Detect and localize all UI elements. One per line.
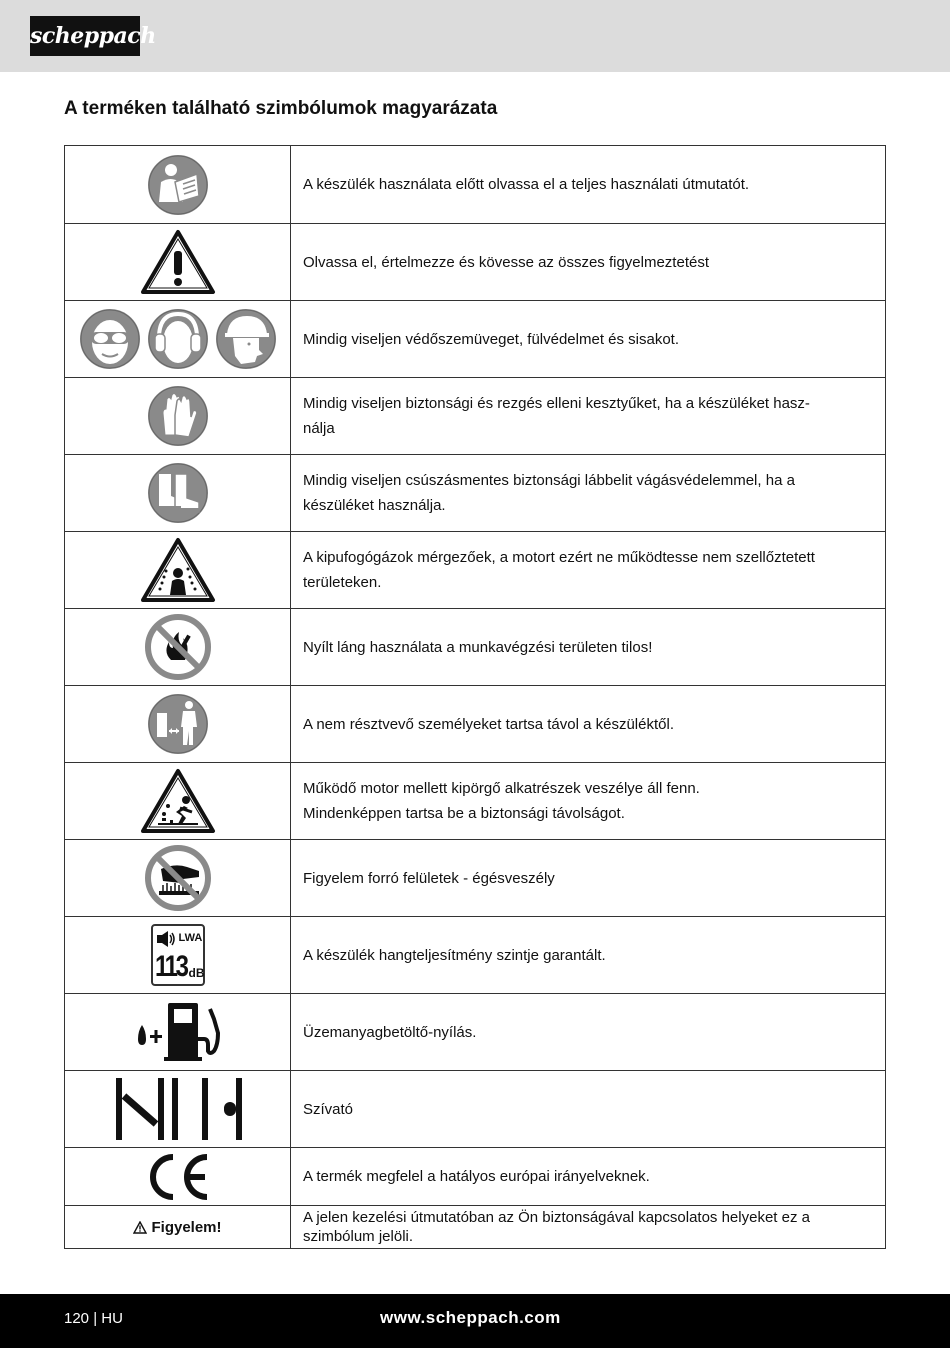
row-text-line: Figyelem forró felületek - égésveszély	[303, 869, 555, 887]
safety-goggles-icon	[77, 306, 143, 372]
row-text-line: nálja	[303, 420, 335, 437]
hot-surface-icon	[145, 845, 211, 911]
toxic-fumes-icon	[140, 537, 216, 603]
flying-parts-icon	[140, 768, 216, 834]
no-open-flame-icon	[145, 614, 211, 680]
row-text-line: Olvassa el, értelmezze és kövesse az összes figyelmeztetést	[303, 253, 709, 271]
row-text-line: A termék megfelel a hatályos európai irányelveknek.	[303, 1168, 650, 1185]
table-row	[65, 685, 885, 762]
row-text-line: Szívató	[303, 1100, 354, 1118]
table-row	[65, 993, 885, 1070]
sound-value: 113	[154, 950, 187, 983]
table-row	[65, 762, 885, 839]
page-header	[0, 0, 950, 72]
row-text-line: Üzemanyagbetöltő-nyílás.	[303, 1023, 477, 1041]
read-manual-icon	[145, 152, 211, 218]
row-text-line: A készülék használata előtt olvassa el a teljes használati útmutatót.	[303, 176, 750, 193]
table-row	[65, 223, 885, 300]
scheppach-logo: scheppach	[30, 16, 140, 56]
row-text-line: Mindig viseljen védőszemüveget, fülvédelmet és sisakot.	[303, 330, 680, 348]
row-text-line: Működő motor mellett kipörgő alkatrészek veszélye áll fenn.	[303, 780, 700, 797]
figyelem-label	[133, 1219, 221, 1236]
table-row	[65, 916, 885, 993]
row-text-line: Nyílt láng használata a munkavégzési területen tilos!	[303, 638, 653, 656]
row-text-line: területeken.	[303, 574, 382, 591]
gloves-icon	[145, 383, 211, 449]
speaker-icon	[156, 930, 176, 948]
table-row	[65, 300, 885, 377]
row-text-line: A kipufogógázok mérgezőek, a motort ezért ne működtesse nem szellőztetett	[303, 549, 815, 566]
keep-distance-icon	[145, 691, 211, 757]
table-row	[65, 1205, 885, 1248]
warning-triangle-icon	[133, 1221, 147, 1234]
table-row	[65, 1070, 885, 1147]
page-footer	[0, 1294, 950, 1348]
table-row	[65, 608, 885, 685]
table-row	[65, 839, 885, 916]
ear-protection-icon	[145, 306, 211, 372]
figyelem-text: Figyelem!	[151, 1218, 222, 1236]
ce-mark-icon	[145, 1153, 211, 1201]
table-row	[65, 146, 885, 223]
row-text-line: A készülék hangteljesítmény szintje garantált.	[303, 946, 606, 964]
row-text-line: Mindig viseljen biztonsági és rezgés elleni kesztyűket, ha a készüléket hasz-	[303, 395, 810, 412]
page-number: 120 | HU	[64, 1310, 123, 1327]
table-row	[65, 377, 885, 454]
choke-icon	[112, 1076, 244, 1142]
row-text-line: készüléket használja.	[303, 497, 446, 514]
table-row	[65, 1147, 885, 1205]
sound-unit: LWA	[178, 932, 203, 944]
sound-db: dB	[188, 966, 205, 980]
row-text-line: Mindenképpen tartsa be a biztonsági távolságot.	[303, 805, 625, 822]
row-text-line: szimbólum jelöli.	[303, 1228, 414, 1245]
table-row	[65, 454, 885, 531]
sound-power-icon	[151, 924, 205, 986]
row-text-line: A jelen kezelési útmutatóban az Ön biztonságával kapcsolatos helyeket ez a	[303, 1209, 810, 1226]
fuel-filler-icon	[130, 999, 226, 1065]
warning-triangle-icon	[140, 229, 216, 295]
symbols-table	[64, 145, 886, 1249]
safety-boots-icon	[145, 460, 211, 526]
row-text-line: A nem résztvevő személyeket tartsa távol a készüléktől.	[303, 715, 674, 733]
helmet-icon	[213, 306, 279, 372]
page-title: A terméken található szimbólumok magyarázata	[64, 98, 498, 119]
table-row	[65, 531, 885, 608]
row-text-line: Mindig viseljen csúszásmentes biztonsági lábbelit vágásvédelemmel, ha a	[303, 472, 795, 489]
website-url: www.scheppach.com	[380, 1308, 561, 1327]
